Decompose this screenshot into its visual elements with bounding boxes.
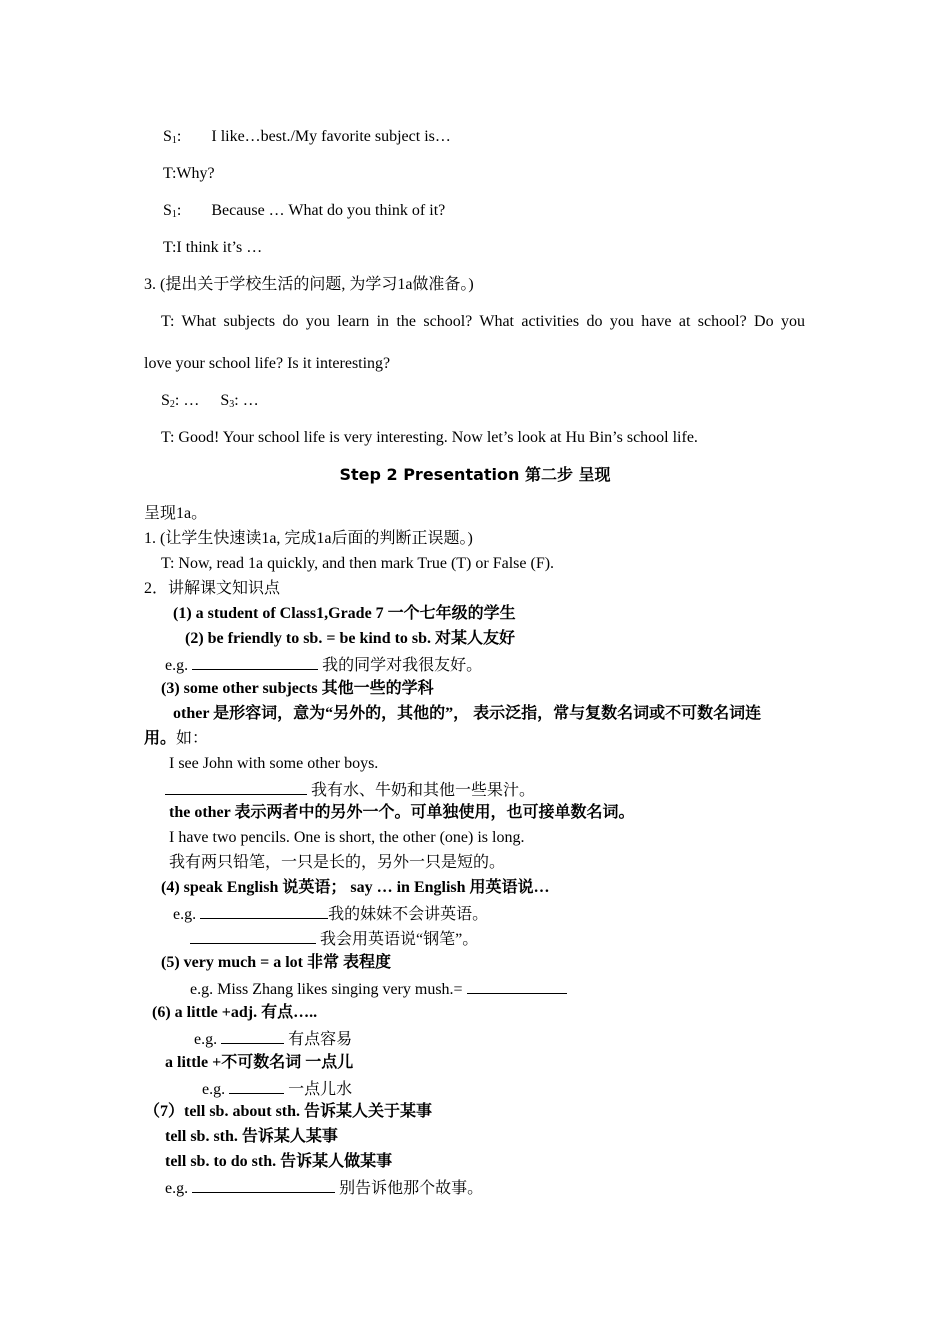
item3-question-line2: love your school life? Is it interesting? [144,355,391,372]
dialogue-text: : … [234,392,259,409]
dialogue-text: : … [174,392,200,409]
point-7c: tell sb. to do sth. 告诉某人做某事 [165,1153,393,1170]
dialogue-text: I like…best./My favorite subject is… [211,128,451,145]
item3-title: 3. (提出关于学校生活的问题, 为学习1a做准备。) [144,276,474,293]
point-7: （7）tell sb. about sth. 告诉某人关于某事 [144,1103,433,1120]
example-chinese: 我的同学对我很友好。 [322,657,483,674]
point-3-note-line2 [144,729,208,749]
speaker-subscript: 2 [169,399,175,410]
eg-label: e.g. [165,657,189,674]
point-4: (4) speak English 说英语； say … in English 用英语说… [161,879,550,896]
speaker-label: S [161,392,170,409]
example-chinese: 有点容易 [288,1031,353,1048]
eg-label: e.g. [202,1081,226,1098]
item3-question-line1: T: What subjects do you learn in the school? What activities do you have at school? Do you [161,313,805,330]
fill-in-blank[interactable] [200,903,328,919]
step2-item2-title: 2．讲解课文知识点 [144,580,281,597]
point-6-example [194,1028,352,1050]
dialogue-text: Because … What do you think of it? [211,202,446,219]
step2-item1-title: 1. (让学生快速读1a, 完成1a后面的判断正误题。) [144,530,473,547]
speaker-label: S [163,202,172,219]
fill-in-blank[interactable] [229,1078,284,1094]
item3-students-line [161,391,259,411]
speaker-subscript: 1 [171,209,177,220]
eg-label: e.g. [173,906,197,923]
point-3: (3) some other subjects 其他一些的学科 [161,680,434,697]
point-3-example-2: I have two pencils. One is short, the other (one) is long. [169,829,525,846]
point-3-the-other: the other 表示两者中的另外一个。可单独使用，也可接单数名词。 [169,804,635,821]
point-1: (1) a student of Class1,Grade 7 一个七年级的学生 [173,605,516,622]
example-english: e.g. Miss Zhang likes singing very mush.= [190,981,463,998]
eg-label: e.g. [194,1031,218,1048]
dialogue-t-why: T:Why? [163,165,215,182]
note-text: 用。 [144,730,177,747]
fill-in-blank[interactable] [165,779,307,795]
point-6: (6) a little +adj. 有点….. [152,1004,318,1021]
point-3-example-2-cn: 我有两只铅笔，一只是长的，另外一只是短的。 [169,854,506,871]
present-1a: 呈现1a。 [144,505,208,522]
point-6b: a little +不可数名词 一点儿 [165,1054,354,1071]
speaker-subscript: 1 [171,135,177,146]
fill-in-blank[interactable] [190,928,316,944]
point-3-example-1: I see John with some other boys. [169,755,379,772]
point-3-exercise [165,779,535,801]
dialogue-t-think: T:I think it’s … [163,239,263,256]
fill-in-blank[interactable] [467,978,567,994]
example-chinese: 别告诉他那个故事。 [339,1180,484,1197]
example-chinese: 我有水、牛奶和其他一些果汁。 [311,782,536,799]
point-2: (2) be friendly to sb. = be kind to sb. 对某人友好 [185,630,516,647]
point-2-example [165,654,482,676]
item3-t-good: T: Good! Your school life is very interesting. Now let’s look at Hu Bin’s school life. [161,429,698,446]
point-6b-example [202,1078,352,1100]
speaker-label: S [220,392,230,409]
example-chinese: 我的妹妹不会讲英语。 [328,906,489,923]
fill-in-blank[interactable] [192,654,318,670]
example-chinese: 我会用英语说“钢笔”。 [320,931,479,948]
example-chinese: 一点儿水 [288,1081,353,1098]
point-4-example-1 [173,903,488,925]
point-5: (5) very much = a lot 非常 表程度 [161,954,391,971]
point-7-example [165,1177,483,1199]
dialogue-s1-because: $S_1$: Because … What do you think of it? [163,202,446,220]
point-7b: tell sb. sth. 告诉某人某事 [165,1128,338,1145]
eg-label: e.g. [165,1180,189,1197]
point-4-example-2 [190,928,478,950]
dialogue-s1-line: $S_1$: I like…best./My favorite subject is… [163,128,451,146]
step2-item1-instruction: T: Now, read 1a quickly, and then mark True (T) or False (F). [161,555,555,572]
fill-in-blank[interactable] [221,1028,284,1044]
speaker-label: S [163,128,172,145]
fill-in-blank[interactable] [192,1177,335,1193]
section-heading: Step 2 Presentation 第二步 呈现 [339,465,611,484]
note-text: 如： [176,730,209,747]
point-5-example [190,978,567,1000]
point-3-note-line1: other 是形容词，意为“另外的，其他的”， 表示泛指，常与复数名词或不可数名词连 [173,705,762,722]
speaker-subscript: 3 [229,399,235,410]
